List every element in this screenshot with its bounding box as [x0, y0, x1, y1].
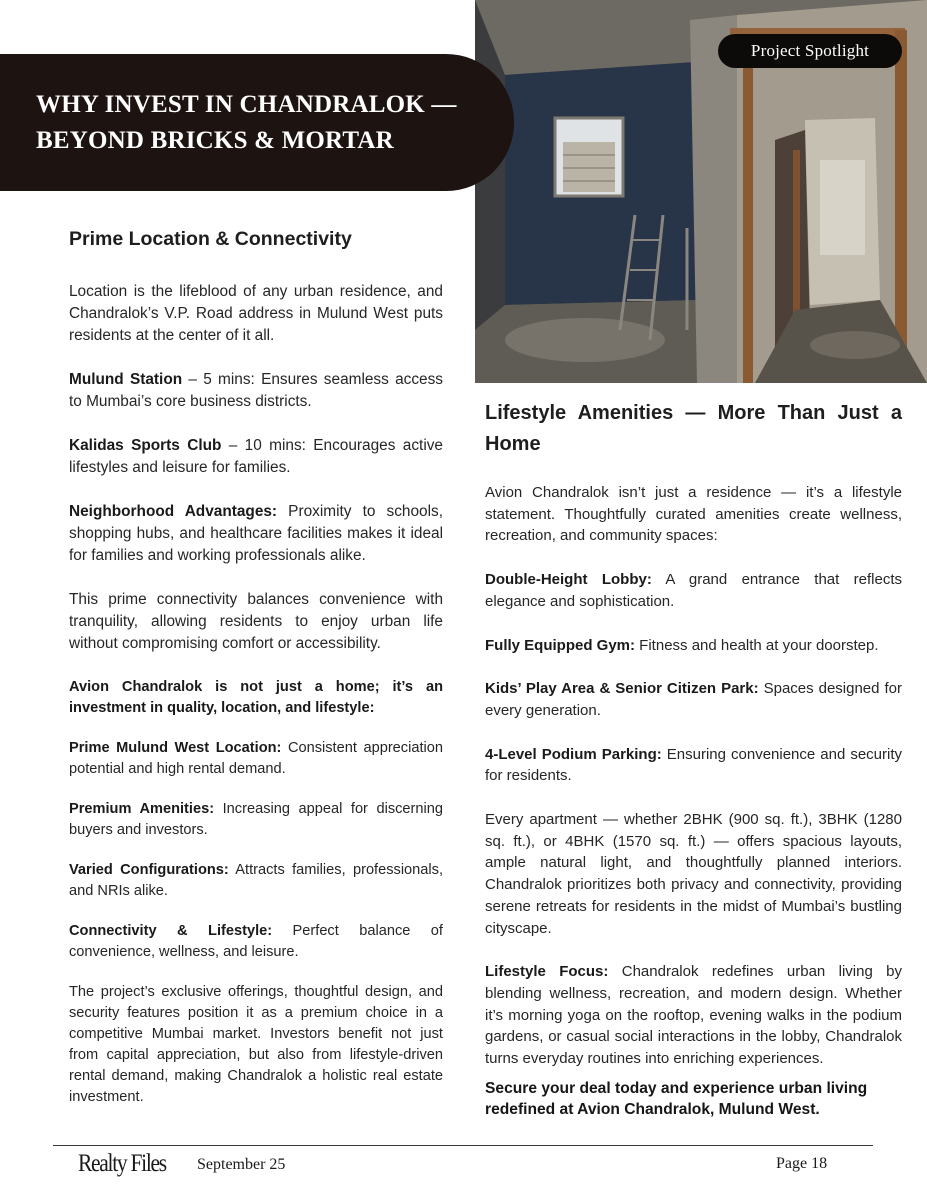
footer-divider [53, 1145, 873, 1146]
amenity-label: Double-Height Lobby: [485, 571, 652, 589]
investment-closing: The project’s exclusive offerings, thoughtful design, and security features position it as a premium choice in a competitive Mumbai market. Investors benefit not just from capital appreciation, but also from lifestyle-driven rental demand, making Chandralok a holistic real estate investment. [69, 984, 443, 1105]
investment-point [69, 860, 443, 902]
call-to-action: Secure your deal today and experience urban living redefined at Avion Chandralok, Mulund West. [485, 1079, 868, 1119]
investment-point [69, 738, 443, 780]
investment-lead-text: Avion Chandralok is not just a home; it’s an investment in quality, location, and lifestyle: [69, 679, 443, 716]
page-number: Page 18 [776, 1155, 828, 1172]
point-label: Mulund Station [69, 371, 183, 388]
point-label: Connectivity & Lifestyle: [69, 923, 273, 939]
point-text: Consistent appreciation potential and high rental demand. [69, 740, 443, 777]
amenities-intro: Avion Chandralok isn’t just a residence — it’s a lifestyle statement. Thoughtfully curated amenities create wellness, recreation, and community spaces: [485, 484, 902, 545]
lifestyle-focus-text: Chandralok redefines urban living by blending wellness, recreation, and modern design. Whether it’s morning yoga on the rooftop, evening walks in the podium gardens, or casual social interactions in the lobby, Chandralok turns everyday routines into enriching experiences. [485, 963, 902, 1068]
section-heading-amenities: Lifestyle Amenities — More Than Just a Home [485, 402, 902, 455]
investment-point [69, 799, 443, 841]
point-text: Proximity to schools, shopping hubs, and healthcare facilities makes it ideal for families and working professionals alike. [69, 503, 443, 564]
amenity-label: Kids’ Play Area & Senior Citizen Park: [485, 680, 759, 698]
project-spotlight-badge: Project Spotlight [718, 34, 902, 68]
location-point [69, 369, 443, 413]
point-text: Attracts families, professionals, and NRIs alike. [69, 862, 444, 899]
lifestyle-focus-label: Lifestyle Focus: [485, 963, 609, 981]
location-point [69, 435, 443, 479]
amenity-item [485, 744, 902, 787]
amenity-text: Spaces designed for every generation. [485, 680, 902, 719]
point-label: Varied Configurations: [69, 862, 229, 878]
right-column [485, 398, 902, 1121]
point-text: – 10 mins: Encourages active lifestyles and leisure for families. [69, 437, 443, 476]
location-intro: Location is the lifeblood of any urban residence, and Chandralok’s V.P. Road address in Mulund West puts residents at the center of it all. [69, 283, 443, 344]
section-heading-location: Prime Location & Connectivity [69, 228, 352, 250]
lifestyle-focus [485, 961, 902, 1070]
point-text: Increasing appeal for discerning buyers and investors. [69, 801, 443, 838]
publication-logo: Realty Files [78, 1150, 166, 1177]
point-label: Premium Amenities: [69, 801, 215, 817]
apartment-description: Every apartment — whether 2BHK (900 sq. ft.), 3BHK (1280 sq. ft.), or 4BHK (1570 sq. ft.) — offers spacious layouts, ample natural light, and thoughtfully planned interiors. Chandralok prioritizes both privacy and connectivity, providing serene retreats for residents in the midst of Mumbai’s bustling cityscape. [485, 811, 902, 937]
amenity-label: 4-Level Podium Parking: [485, 745, 662, 763]
point-text: – 5 mins: Ensures seamless access to Mumbai’s core business districts. [69, 371, 443, 410]
location-point [69, 501, 443, 567]
amenity-text: Ensuring convenience and security for residents. [485, 745, 902, 785]
investment-lead [69, 677, 443, 719]
page-title: WHY INVEST IN CHANDRALOK — BEYOND BRICKS & MORTAR [36, 91, 457, 154]
point-label: Kalidas Sports Club [69, 437, 222, 454]
investment-point [69, 921, 443, 963]
issue-date: September 25 [197, 1156, 286, 1173]
point-label: Neighborhood Advantages: [69, 503, 278, 520]
amenity-text: A grand entrance that reflects elegance and sophistication. [485, 571, 902, 610]
amenity-item [485, 635, 902, 657]
amenity-label: Fully Equipped Gym: [485, 636, 636, 654]
amenity-item [485, 569, 902, 612]
left-column [69, 226, 443, 1108]
location-summary: This prime connectivity balances convenience with tranquility, allowing residents to enjoy urban life without compromising comfort or accessibility. [69, 591, 443, 652]
point-label: Prime Mulund West Location: [69, 740, 282, 756]
amenity-text: Fitness and health at your doorstep. [635, 636, 879, 654]
amenity-item [485, 678, 902, 721]
point-text: Perfect balance of convenience, wellness, and leisure. [69, 923, 443, 960]
